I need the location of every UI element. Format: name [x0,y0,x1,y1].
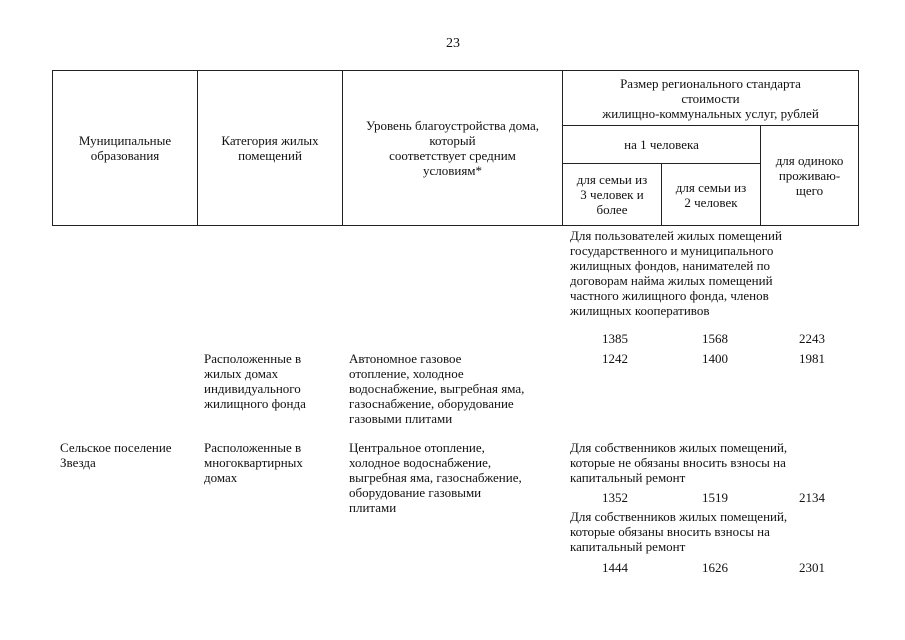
header-family2: для семьи из 2 человек [662,164,761,226]
row2-category: Расположенные в жилых домах индивидуального жилищного фонда [204,351,306,411]
row2-single-value: 1981 [799,351,825,366]
row3-note-2: Для собственников жилых помещений, которые обязаны вносить взносы на капитальный ремонт [570,509,788,554]
row2-family2-value: 1400 [702,351,728,366]
header-municipality: Муниципальные образования [53,71,198,226]
group1-family3-value: 1385 [602,331,628,346]
group1-family2-value: 1568 [702,331,728,346]
row3-single-value-1: 2134 [799,490,825,505]
row3-family3-value-1: 1352 [602,490,628,505]
header-table [52,70,859,226]
row3-category: Расположенные в многоквартирных домах [204,440,303,485]
page-number: 23 [446,36,460,51]
header-standard: Размер регионального стандарта стоимости жилищно-коммунальных услуг, рублей [563,71,859,126]
row3-amenities: Центральное отопление, холодное водоснабжение, выгребная яма, газоснабжение, оборудование газовыми плитами [349,440,522,515]
header-amenities: Уровень благоустройства дома, который соответствует средним условиям* [343,71,563,226]
row3-note-1: Для собственников жилых помещений, которые не обязаны вносить взносы на капитальный ремонт [570,440,788,485]
row3-municipality: Сельское поселение Звезда [60,440,172,470]
row3-family2-value-1: 1519 [702,490,728,505]
header-family3: для семьи из 3 человек и более [563,164,662,226]
group1-single-value: 2243 [799,331,825,346]
row3-family2-value-2: 1626 [702,560,728,575]
header-category: Категория жилых помещений [198,71,343,226]
row3-family3-value-2: 1444 [602,560,628,575]
row2-amenities: Автономное газовое отопление, холодное водоснабжение, выгребная яма, газоснабжение, оборудование газовыми плитами [349,351,525,426]
header-per-person: на 1 человека [563,126,761,164]
group1-note: Для пользователей жилых помещений государственного и муниципального жилищных фондов, нанимателей по договорам найма жилых помещений частного жилищного фонда, членов жилищных кооперативов [570,228,782,318]
header-single: для одиноко проживаю- щего [761,126,859,226]
row2-family3-value: 1242 [602,351,628,366]
row3-single-value-2: 2301 [799,560,825,575]
